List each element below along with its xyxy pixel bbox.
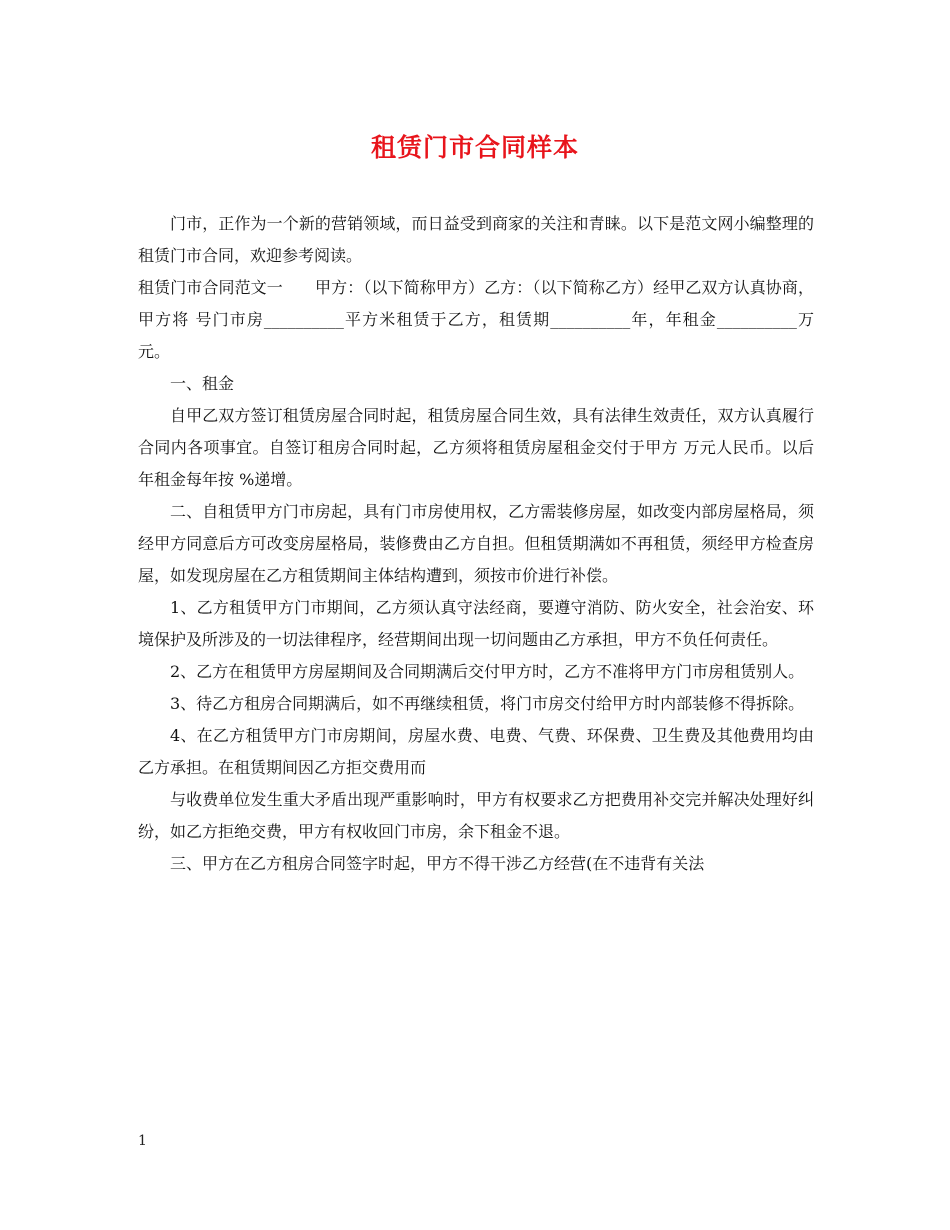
- paragraph-section-two: 二、自租赁甲方门市房起，具有门市房使用权，乙方需装修房屋，如改变内部房屋格局，须经甲方同意后方可改变房屋格局，装修费由乙方自担。但租赁期满如不再租赁，须经甲方检查房屋，如发现房屋在乙方租赁期间主体结构遭到，须按市价进行补偿。: [138, 502, 814, 585]
- paragraph-item-3: 3、待乙方租房合同期满后，如不再继续租赁，将门市房交付给甲方时内部装修不得拆除。: [170, 694, 805, 713]
- document-body: [138, 208, 814, 880]
- paragraph-item-1: 1、乙方租赁甲方门市期间，乙方须认真守法经商，要遵守消防、防火安全，社会治安、环境保护及所涉及的一切法律程序，经营期间出现一切问题由乙方承担，甲方不负任何责任。: [138, 598, 814, 649]
- document-title: 租赁门市合同样本: [370, 133, 579, 162]
- paragraph-rent-terms: 自甲乙双方签订租赁房屋合同时起，租赁房屋合同生效，具有法律生效责任，双方认真履行合同内各项事宜。自签订租房合同时起，乙方须将租赁房屋租金交付于甲方 万元人民币。以后年租金每年按 %递增。: [138, 406, 814, 489]
- paragraph-item-2: 2、乙方在租赁甲方房屋期间及合同期满后交付甲方时，乙方不准将甲方门市房租赁别人。: [170, 662, 805, 681]
- paragraph-item-4: 4、在乙方租赁甲方门市房期间，房屋水费、电费、气费、环保费、卫生费及其他费用均由乙方承担。在租赁期间因乙方拒交费用而: [138, 726, 814, 777]
- paragraph-item-4-continued: 与收费单位发生重大矛盾出现严重影响时，甲方有权要求乙方把费用补交完并解决处理好纠纷，如乙方拒绝交费，甲方有权收回门市房，余下租金不退。: [138, 790, 814, 841]
- paragraph-section-three: 三、甲方在乙方租房合同签字时起，甲方不得干涉乙方经营(在不违背有关法: [170, 854, 705, 873]
- paragraph-contract-parties: 租赁门市合同范文一 甲方：（以下简称甲方）乙方：（以下简称乙方）经甲乙双方认真协商，甲方将 号门市房__________平方米租赁于乙方，租赁期__________年，年租金__________万元。: [138, 278, 814, 361]
- section-heading-rent: 一、租金: [170, 374, 235, 393]
- paragraph-intro: 门市，正作为一个新的营销领域，而日益受到商家的关注和青睐。以下是范文网小编整理的租赁门市合同，欢迎参考阅读。: [138, 214, 814, 265]
- page-number: 1: [138, 1133, 147, 1149]
